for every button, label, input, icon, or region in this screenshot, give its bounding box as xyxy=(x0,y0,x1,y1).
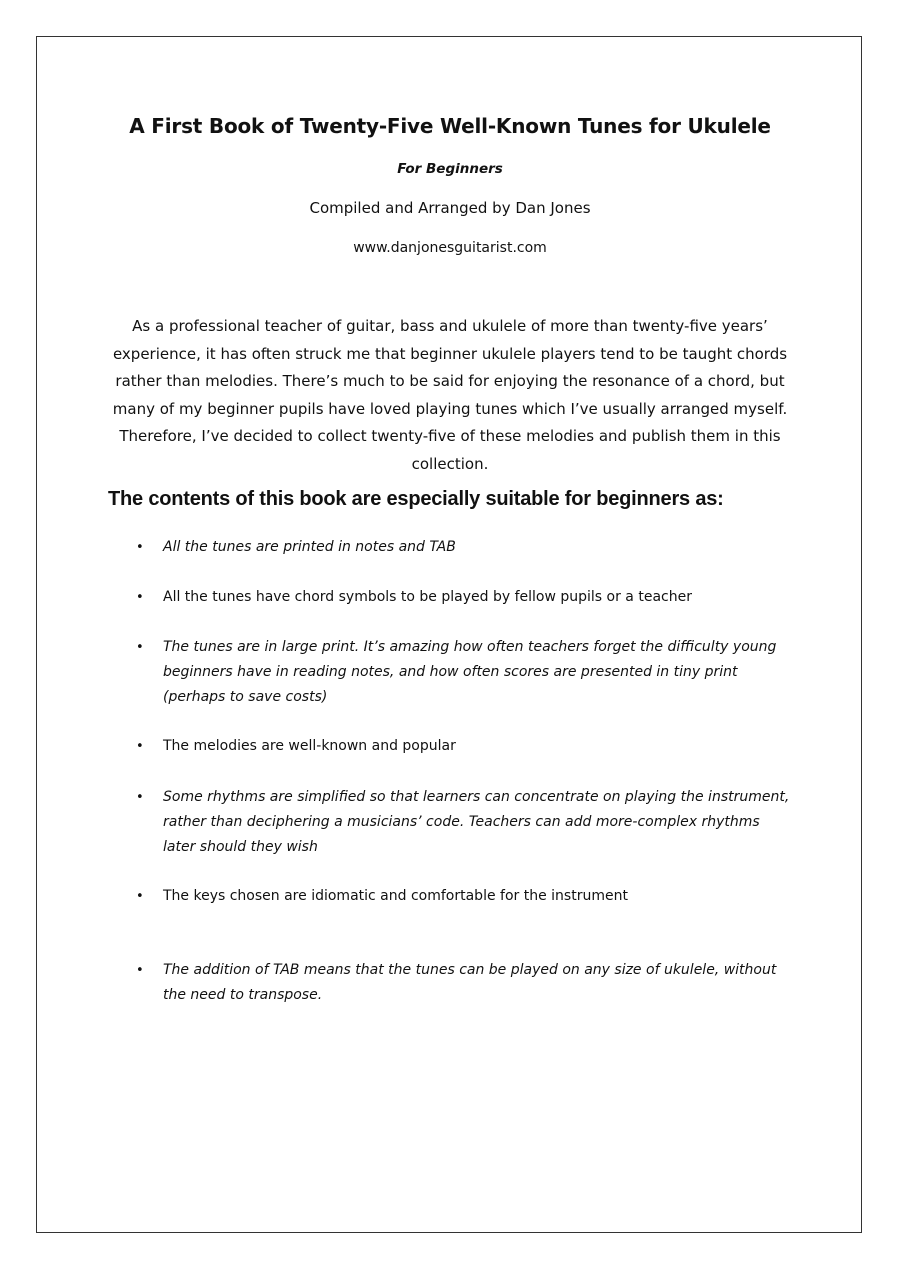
document-title: A First Book of Twenty-Five Well-Known Tunes for Ukulele xyxy=(129,114,771,138)
compiler-credit: Compiled and Arranged by Dan Jones xyxy=(309,199,591,217)
list-item xyxy=(136,585,796,610)
bullet-icon: • xyxy=(136,889,144,904)
list-item-text: All the tunes have chord symbols to be played by fellow pupils or a teacher xyxy=(163,589,692,605)
section-heading: The contents of this book are especially suitable for beginners as: xyxy=(108,488,724,510)
list-item xyxy=(136,535,796,560)
list-item xyxy=(136,884,796,909)
document-subtitle: For Beginners xyxy=(397,161,503,177)
list-item-text: The keys chosen are idiomatic and comfortable for the instrument xyxy=(163,888,628,904)
list-item-text: The tunes are in large print. It’s amazing how often teachers forget the difficulty young beginners have in reading notes, and how often scores are presented in tiny print (perhaps to save costs) xyxy=(163,639,777,705)
intro-paragraph: As a professional teacher of guitar, bass and ukulele of more than twenty-five years’ experience, it has often struck me that beginner ukulele players tend to be taught chords rather than melodies. There’s much to be said for enjoying the resonance of a chord, but many of my beginner pupils have loved playing tunes which I’ve usually arranged myself. Therefore, I’ve decided to collect twenty-five of these melodies and publish them in this collection. xyxy=(112,317,788,473)
bullet-icon: • xyxy=(136,790,144,805)
list-item xyxy=(136,958,796,1008)
bullet-icon: • xyxy=(136,739,144,754)
list-item-text: The addition of TAB means that the tunes can be played on any size of ukulele, without the need to transpose. xyxy=(163,962,777,1003)
list-item xyxy=(136,734,796,759)
website-text: www.danjonesguitarist.com xyxy=(353,240,547,256)
list-item-text: The melodies are well-known and popular xyxy=(163,738,456,754)
bullet-icon: • xyxy=(136,963,144,978)
list-item xyxy=(136,785,796,860)
bullet-icon: • xyxy=(136,590,144,605)
list-item xyxy=(136,635,796,710)
bullet-icon: • xyxy=(136,540,144,555)
list-item-text: Some rhythms are simplified so that learners can concentrate on playing the instrument, rather than deciphering a musicians’ code. Teachers can add more-complex rhythms later should they wish xyxy=(163,789,790,855)
list-item-text: All the tunes are printed in notes and TAB xyxy=(163,539,456,555)
bullet-icon: • xyxy=(136,640,144,655)
